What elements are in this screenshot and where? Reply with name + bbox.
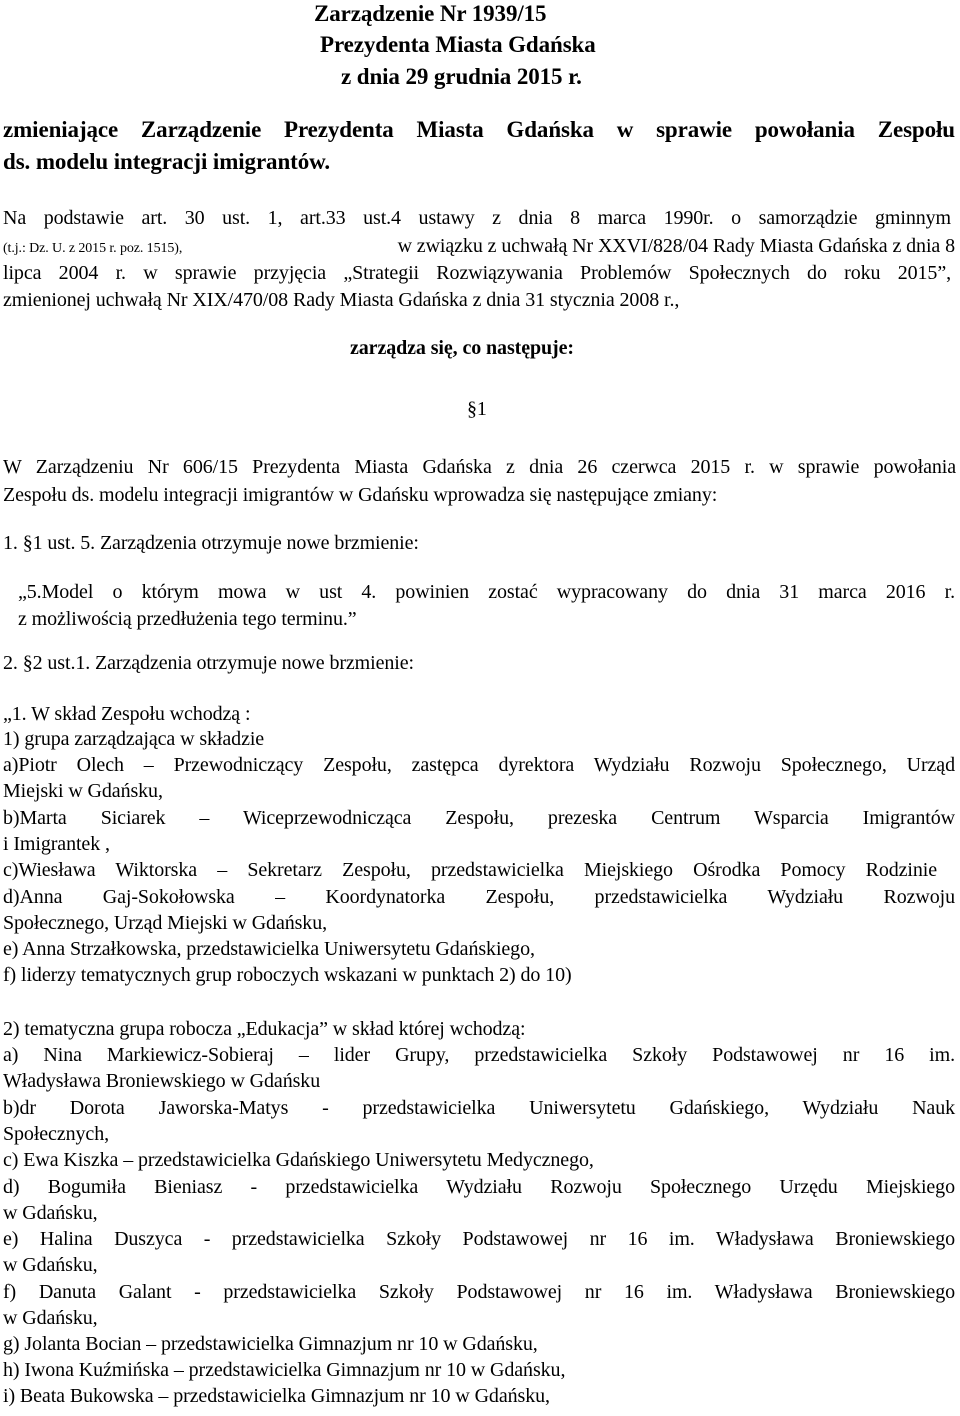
- edu-member-h: h) Iwona Kuźmińska – przedstawicielka Gimnazjum nr 10 w Gdańsku,: [3, 1359, 566, 1381]
- decree-phrase: zarządza się, co następuje:: [350, 337, 574, 359]
- member-d-line-2: Społecznego, Urząd Miejski w Gdańsku,: [3, 912, 328, 934]
- subject-line-1: zmieniające Zarządzenie Prezydenta Miasta Gdańska w sprawie powołania Zespołu: [3, 117, 955, 142]
- member-b-line-2: i Imigrantek ,: [3, 833, 110, 855]
- decree-date: z dnia 29 grudnia 2015 r.: [341, 64, 582, 89]
- issuer-title: Prezydenta Miasta Gdańska: [320, 32, 596, 57]
- edu-member-g: g) Jolanta Bocian – przedstawicielka Gimnazjum nr 10 w Gdańsku,: [3, 1333, 538, 1355]
- member-b-line-1: b)Marta Siciarek – Wiceprzewodnicząca Zespołu, prezeska Centrum Wsparcia Imigrantów: [3, 807, 955, 829]
- intro-line-1: W Zarządzeniu Nr 606/15 Prezydenta Miasta Gdańska z dnia 26 czerwca 2015 r. w sprawie powołania: [3, 456, 956, 478]
- edu-member-e-line-1: e) Halina Duszyca - przedstawicielka Szkoły Podstawowej nr 16 im. Władysława Broniewskiego: [3, 1228, 955, 1250]
- member-a-line-1: a)Piotr Olech – Przewodniczący Zespołu, zastępca dyrektora Wydziału Rozwoju Społecznego, Urząd: [3, 754, 955, 776]
- edu-member-c: c) Ewa Kiszka – przedstawicielka Gdańskiego Uniwersytetu Medycznego,: [3, 1149, 594, 1171]
- member-c: c)Wiesława Wiktorska – Sekretarz Zespołu, przedstawicielka Miejskiego Ośrodka Pomocy Rodzinie: [3, 859, 937, 881]
- preamble-line-3: lipca 2004 r. w sprawie przyjęcia „Strategii Rozwiązywania Problemów Społecznych do roku 2015”,: [3, 262, 951, 284]
- edu-member-f-line-2: w Gdańsku,: [3, 1307, 98, 1329]
- subject-line-2: ds. modelu integracji imigrantów.: [3, 149, 330, 174]
- member-e: e) Anna Strzałkowska, przedstawicielka Uniwersytetu Gdańskiego,: [3, 938, 535, 960]
- education-group-heading: 2) tematyczna grupa robocza „Edukacja” w skład której wchodzą:: [3, 1018, 526, 1040]
- edu-member-b-line-2: Społecznych,: [3, 1123, 109, 1145]
- section-number: §1: [467, 398, 487, 420]
- edu-member-a-line-1: a) Nina Markiewicz-Sobieraj – lider Grupy, przedstawicielka Szkoły Podstawowej nr 16 im.: [3, 1044, 955, 1066]
- management-group-heading: 1) grupa zarządzająca w składzie: [3, 728, 265, 750]
- edu-member-a-line-2: Władysława Broniewskiego w Gdańsku: [3, 1070, 321, 1092]
- member-a-line-2: Miejski w Gdańsku,: [3, 780, 163, 802]
- change-1-quote-line-1: „5.Model o którym mowa w ust 4. powinien zostać wypracowany do dnia 31 marca 2016 r.: [18, 581, 955, 603]
- change-1-heading: 1. §1 ust. 5. Zarządzenia otrzymuje nowe brzmienie:: [3, 532, 419, 554]
- preamble-line-2: [3, 233, 955, 262]
- edu-member-i: i) Beata Bukowska – przedstawicielka Gimnazjum nr 10 w Gdańsku,: [3, 1385, 550, 1407]
- edu-member-b-line-1: b)dr Dorota Jaworska-Matys - przedstawicielka Uniwersytetu Gdańskiego, Wydziału Nauk: [3, 1097, 955, 1119]
- preamble-line-1: Na podstawie art. 30 ust. 1, art.33 ust.4 ustawy z dnia 8 marca 1990r. o samorządzie gminnym: [3, 207, 951, 229]
- preamble-line-4: zmienionej uchwałą Nr XIX/470/08 Rady Miasta Gdańska z dnia 31 stycznia 2008 r.,: [3, 289, 680, 311]
- member-f: f) liderzy tematycznych grup roboczych wskazani w punktach 2) do 10): [3, 964, 572, 986]
- decree-number: Zarządzenie Nr 1939/15: [314, 1, 547, 26]
- edu-member-f-line-1: f) Danuta Galant - przedstawicielka Szkoły Podstawowej nr 16 im. Władysława Broniewskiego: [3, 1281, 955, 1303]
- edu-member-e-line-2: w Gdańsku,: [3, 1254, 98, 1276]
- intro-line-2: Zespołu ds. modelu integracji imigrantów w Gdańsku wprowadza się następujące zmiany:: [3, 484, 718, 506]
- composition-intro: „1. W skład Zespołu wchodzą :: [3, 703, 251, 725]
- preamble-line-2-rest: w związku z uchwałą Nr XXVI/828/04 Rady Miasta Gdańska z dnia 8: [397, 235, 955, 257]
- edu-member-d-line-2: w Gdańsku,: [3, 1202, 98, 1224]
- change-2-heading: 2. §2 ust.1. Zarządzenia otrzymuje nowe brzmienie:: [3, 652, 414, 674]
- change-1-quote-line-2: z możliwością przedłużenia tego terminu.”: [18, 608, 357, 630]
- edu-member-d-line-1: d) Bogumiła Bieniasz - przedstawicielka Wydziału Rozwoju Społecznego Urzędu Miejskiego: [3, 1176, 955, 1198]
- legal-reference: (t.j.: Dz. U. z 2015 r. poz. 1515),: [3, 241, 183, 256]
- member-d-line-1: d)Anna Gaj-Sokołowska – Koordynatorka Zespołu, przedstawicielka Wydziału Rozwoju: [3, 886, 955, 908]
